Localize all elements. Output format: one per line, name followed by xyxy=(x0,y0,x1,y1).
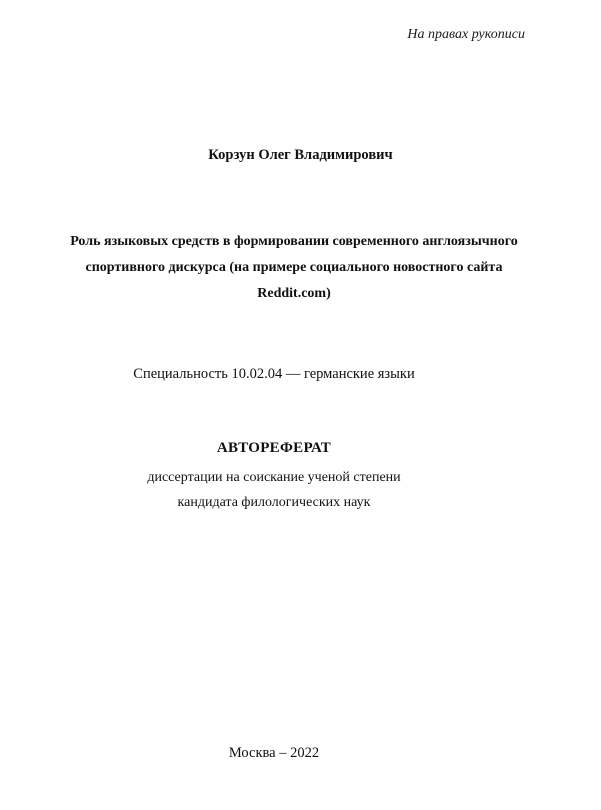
rights-note: На правах рукописи xyxy=(407,27,525,42)
author-name: Корзун Олег Владимирович xyxy=(208,147,393,163)
place-and-year: Москва – 2022 xyxy=(228,745,320,761)
purpose-line: диссертации на соискание ученой степени xyxy=(147,470,401,485)
title-line: спортивного дискурса (на примере социального новостного сайта xyxy=(85,260,503,275)
document-type-heading: АВТОРЕФЕРАТ xyxy=(216,440,332,456)
dissertation-title xyxy=(20,229,568,307)
title-line: Reddit.com) xyxy=(257,286,331,301)
purpose-line: кандидата филологических наук xyxy=(177,495,371,510)
specialty-line: Специальность 10.02.04 — германские языки xyxy=(133,366,415,382)
document-purpose xyxy=(0,465,548,515)
title-line: Роль языковых средств в формировании современного англоязычного xyxy=(70,234,518,249)
